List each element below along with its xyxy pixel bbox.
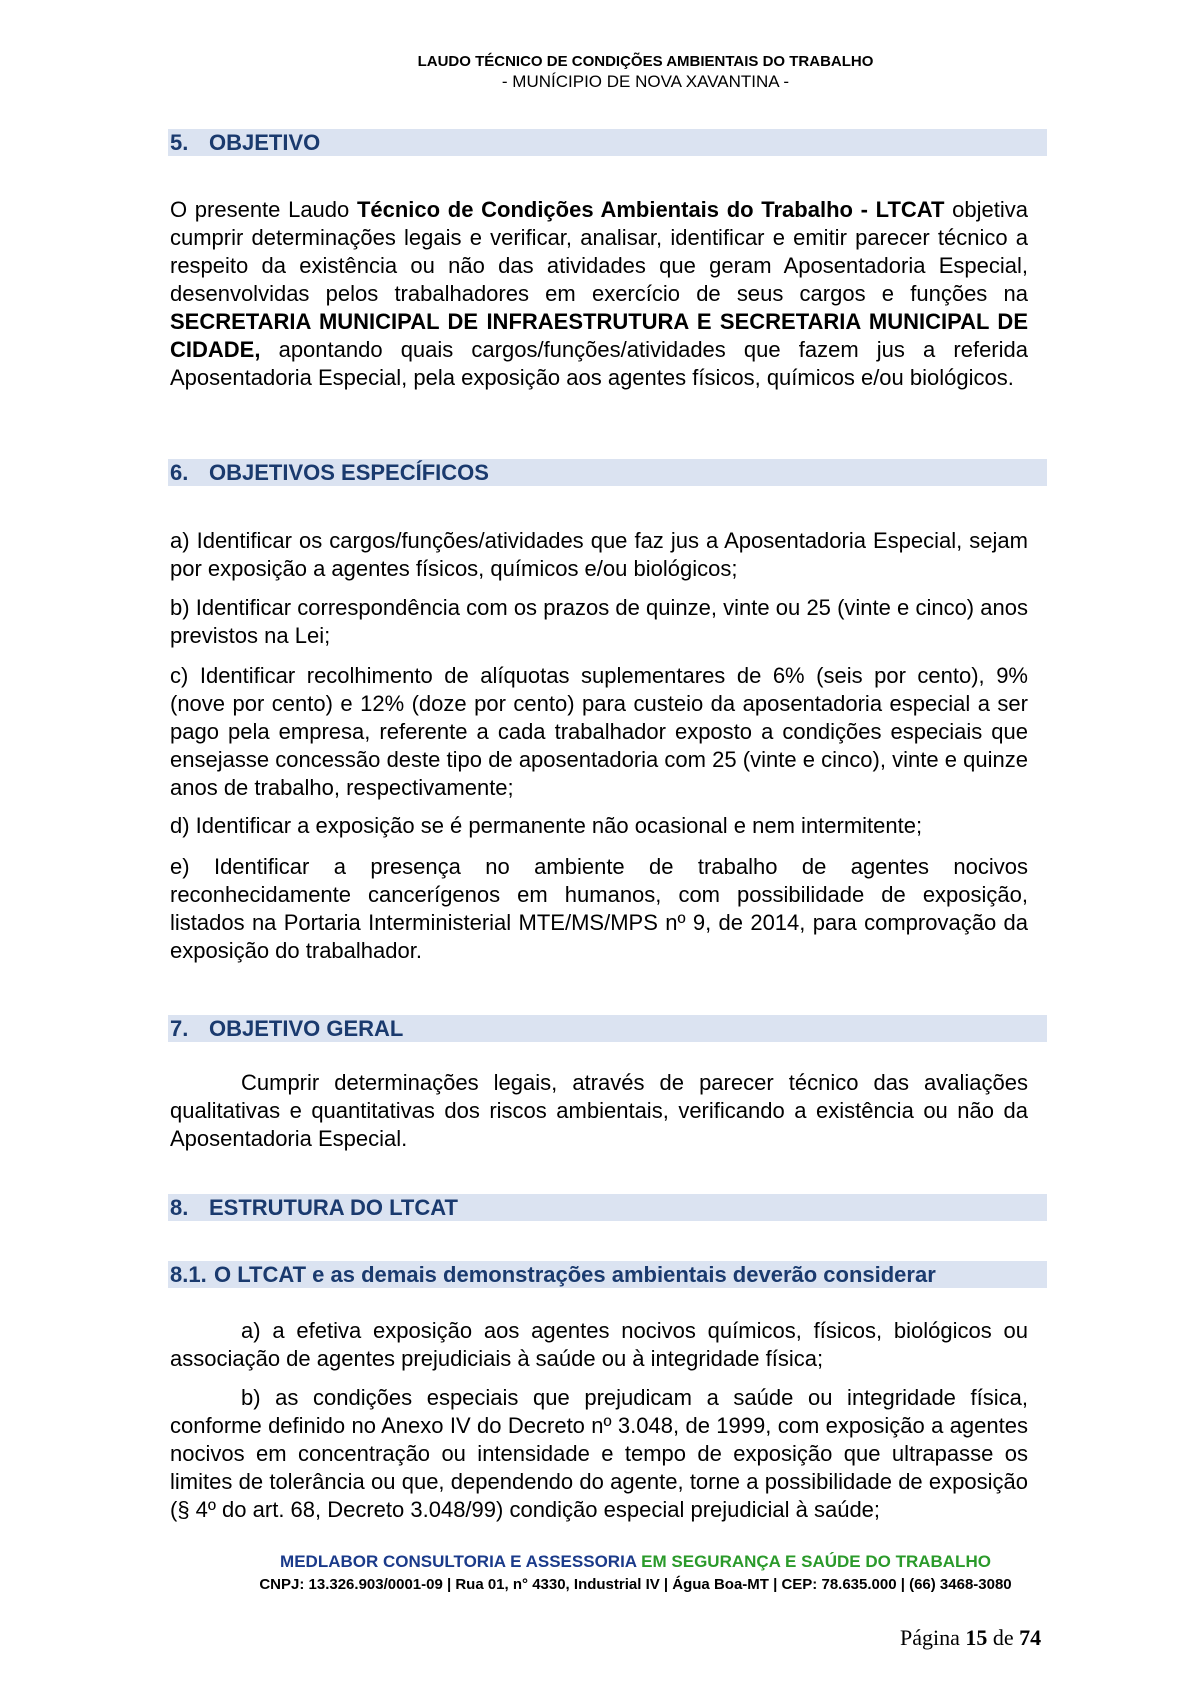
ltcat-consideration-a: a) a efetiva exposição aos agentes nocivos químicos, físicos, biológicos ou associação de agentes prejudiciais à saúde ou à integridade física; — [170, 1318, 1028, 1371]
page-total: 74 — [1019, 1625, 1042, 1650]
specific-objective-e: e) Identificar a presença no ambiente de trabalho de agentes nocivos reconhecidamente cancerígenos em humanos, com possibilidade de exposição, listados na Portaria Interministerial MTE/MS/MPS nº 9, de 2014, para comprovação da exposição do trabalhador. — [170, 854, 1028, 963]
section-number: 8.1. — [170, 1262, 207, 1287]
text-run: objetiva cumprir determinações legais e verificar, analisar, identificar e emitir parecer técnico a respeito da existência ou não das atividades que geram Aposentadoria Especial, desenvolvidas pelos trabalhadores em exercício de seus cargos e funções na — [170, 197, 1028, 306]
section-title: OBJETIVO — [209, 130, 321, 155]
section-number: 6. — [170, 460, 189, 485]
general-objective-paragraph: Cumprir determinações legais, através de parecer técnico das avaliações qualitativas e quantitativas dos riscos ambientais, verificando a existência ou não da Aposentadoria Especial. — [170, 1070, 1028, 1151]
section-8-1-heading — [168, 1261, 1047, 1288]
specific-objective-a: a) Identificar os cargos/funções/atividades que faz jus a Aposentadoria Especial, sejam por exposição a agentes físicos, químicos e/ou biológicos; — [170, 528, 1028, 581]
specific-objective-c: c) Identificar recolhimento de alíquotas suplementares de 6% (seis por cento), 9% (nove por cento) e 12% (doze por cento) para custeio da aposentadoria especial a ser pago pela empresa, referente a cada trabalhador exposto a condições especiais que ensejasse concessão deste tipo de aposentadoria com 25 (vinte e cinco), vinte e quinze anos de trabalho, respectivamente; — [170, 663, 1028, 800]
section-5-paragraph — [170, 196, 1028, 392]
section-title: OBJETIVOS ESPECÍFICOS — [209, 460, 489, 485]
section-number: 5. — [170, 130, 189, 155]
page-of: de — [987, 1625, 1020, 1650]
footer-company-tagline: EM SEGURANÇA E SAÚDE DO TRABALHO — [641, 1552, 991, 1571]
ltcat-consideration-b: b) as condições especiais que prejudicam a saúde ou integridade física, conforme definido no Anexo IV do Decreto nº 3.048, de 1999, com exposição a agentes nocivos em concentração ou intensidade e tempo de exposição que ultrapasse os limites de tolerância ou que, dependendo do agente, torne a possibilidade de exposição (§ 4º do art. 68, Decreto 3.048/99) condição especial prejudicial à saúde; — [170, 1385, 1028, 1522]
section-title: OBJETIVO GERAL — [209, 1016, 404, 1041]
section-8-heading — [168, 1194, 1047, 1221]
text-run: apontando quais cargos/funções/atividades que fazem jus a referida Aposentadoria Especial, pela exposição aos agentes físicos, químicos e/ou biológicos. — [170, 337, 1028, 390]
footer-company-name: MEDLABOR CONSULTORIA E ASSESSORIA — [280, 1552, 642, 1571]
text-run-bold: Técnico de Condições Ambientais do Trabalho - LTCAT — [356, 197, 945, 222]
section-title: ESTRUTURA DO LTCAT — [209, 1195, 458, 1220]
specific-objective-b: b) Identificar correspondência com os prazos de quinze, vinte ou 25 (vinte e cinco) anos previstos na Lei; — [170, 595, 1028, 648]
document-title: LAUDO TÉCNICO DE CONDIÇÕES AMBIENTAIS DO TRABALHO — [417, 53, 874, 70]
page-label: Página — [900, 1625, 966, 1650]
section-6-heading — [168, 459, 1047, 486]
footer-address: CNPJ: 13.326.903/0001-09 | Rua 01, n° 4330, Industrial IV | Água Boa-MT | CEP: 78.635.000 | (66) 3468-3080 — [259, 1576, 1012, 1593]
section-7-heading — [168, 1015, 1047, 1042]
document-subtitle: - MUNÍCIPIO DE NOVA XAVANTINA - — [501, 72, 790, 91]
document-header — [0, 52, 1191, 92]
page-current: 15 — [965, 1625, 988, 1650]
footer-company — [40, 1552, 1191, 1572]
section-number: 8. — [170, 1195, 189, 1220]
section-5-heading — [168, 129, 1047, 156]
specific-objective-d: d) Identificar a exposição se é permanente não ocasional e nem intermitente; — [170, 813, 923, 838]
text-run-bold: SECRETARIA MUNICIPAL DE INFRAESTRUTURA E SECRETARIA MUNICIPAL DE CIDADE, — [170, 309, 1028, 362]
text-run: O presente Laudo — [170, 197, 357, 222]
page-number — [900, 1625, 1041, 1651]
section-title: O LTCAT e as demais demonstrações ambientais deverão considerar — [214, 1262, 936, 1287]
section-number: 7. — [170, 1016, 189, 1041]
